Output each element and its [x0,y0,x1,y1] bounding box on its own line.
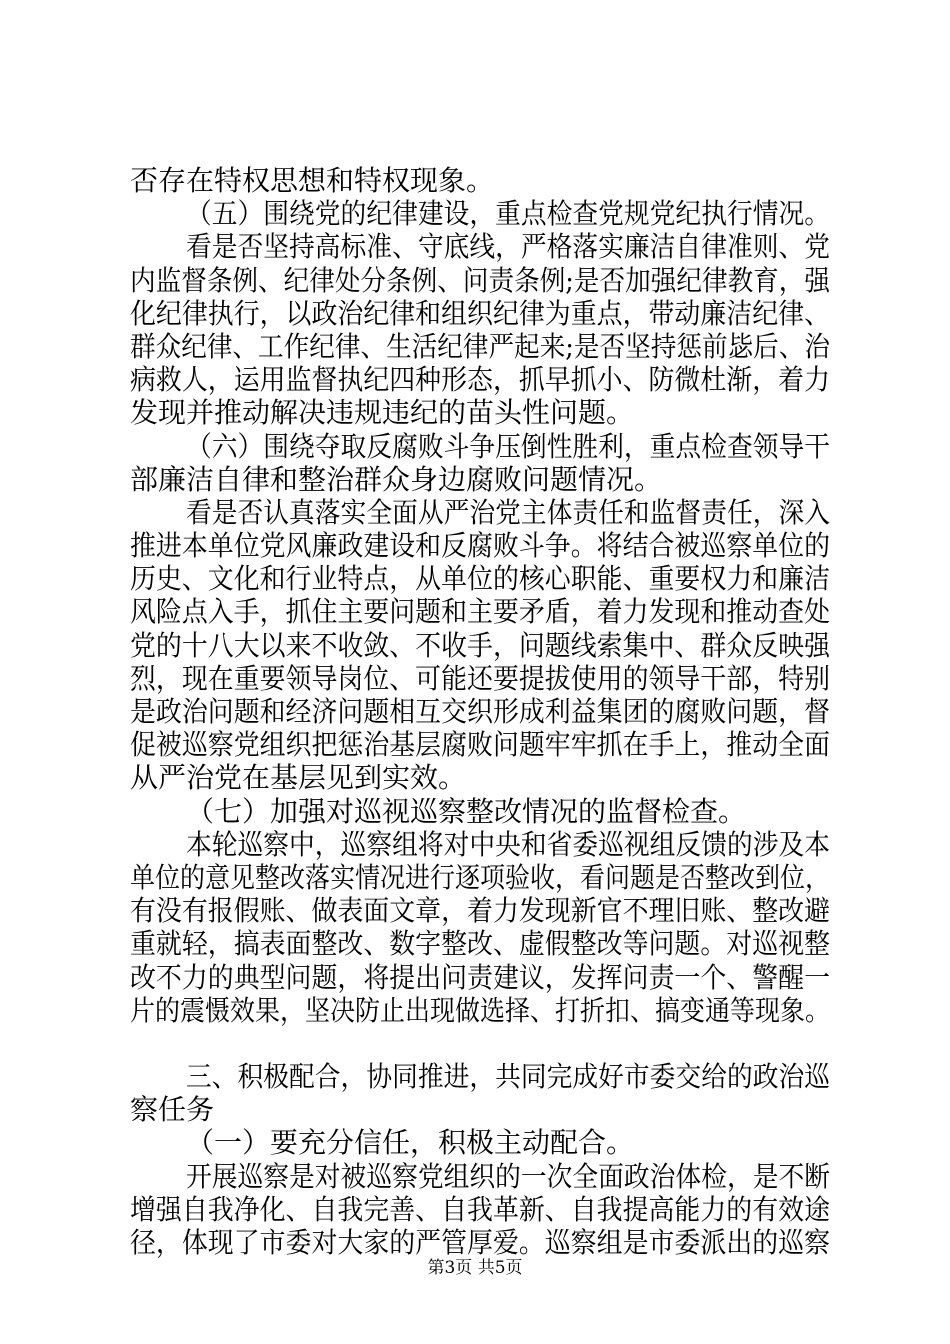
document-body [130,164,830,1259]
text-line: 片的震慑效果，坚决防止出现做选择、打折扣、搞变通等现象。 [130,993,830,1027]
text-line: 察任务 [130,1093,215,1127]
text-line: 风险点入手，抓住主要问题和主要矛盾，着力发现和推动查处 [130,595,830,629]
text-line: 促被巡察党组织把惩治基层腐败问题牢牢抓在手上，推动全面 [130,728,830,762]
text-line: 看是否坚持高标准、守底线，严格落实廉洁自律准则、党 [186,230,830,264]
text-line: 是政治问题和经济问题相互交织形成利益集团的腐败问题，督 [130,695,830,728]
paragraph [130,828,830,1027]
text-line: 历史、文化和行业特点，从单位的核心职能、重要权力和廉洁 [130,562,830,596]
paragraph [130,430,830,496]
text-line: （一）要充分信任，积极主动配合。 [186,1126,635,1160]
text-line: 有没有报假账、做表面文章，着力发现新官不理旧账、整改避 [130,894,830,928]
text-line: 增强自我净化、自我完善、自我革新、自我提高能力的有效途 [130,1192,830,1226]
paragraph [130,496,830,795]
page-number: 第3页 共5页 [427,1258,523,1278]
paragraph [130,1126,830,1159]
text-line: 推进本单位党风廉政建设和反腐败斗争。将结合被巡察单位的 [130,529,830,563]
text-line: 改不力的典型问题，将提出问责建议，发挥问责一个、警醒一 [130,960,830,994]
text-line: （六）围绕夺取反腐败斗争压倒性胜利，重点检查领导干 [186,429,830,463]
paragraph [130,1160,830,1260]
text-line: 重就轻，搞表面整改、数字整改、虚假整改等问题。对巡视整 [130,927,830,961]
text-line: 否存在特权思想和特权现象。 [130,164,495,197]
text-line: 党的十八大以来不收敛、不收手，问题线索集中、群众反映强 [130,628,830,662]
paragraph [130,795,830,828]
text-line: 径，体现了市委对大家的严管厚爱。巡察组是市委派出的巡察 [130,1226,830,1259]
text-line: 从严治党在基层见到实效。 [130,761,467,795]
text-line: 单位的意见整改落实情况进行逐项验收，看问题是否整改到位， [130,860,830,894]
paragraph [130,230,830,429]
text-line: 本轮巡察中，巡察组将对中央和省委巡视组反馈的涉及本 [186,827,830,861]
text-line: 群众纪律、工作纪律、生活纪律严起来;是否坚持惩前毖后、治 [130,329,830,363]
paragraph [130,164,830,197]
text-line: 烈，现在重要领导岗位、可能还要提拔使用的领导干部，特别 [130,661,830,695]
paragraph-gap [130,1027,830,1060]
text-line: 部廉洁自律和整治群众身边腐败问题情况。 [130,462,663,496]
paragraph [130,197,830,230]
text-line: 发现并推动解决违规违纪的苗头性问题。 [130,396,635,430]
text-line: 内监督条例、纪律处分条例、问责条例;是否加强纪律教育，强 [130,263,830,297]
text-line: 看是否认真落实全面从严治党主体责任和监督责任，深入 [186,495,830,529]
paragraph [130,1060,830,1126]
text-line: 化纪律执行，以政治纪律和组织纪律为重点，带动廉洁纪律、 [130,296,830,330]
text-line: （五）围绕党的纪律建设，重点检查党规党纪执行情况。 [186,197,830,231]
text-line: （七）加强对巡视巡察整改情况的监督检查。 [186,794,747,828]
text-line: 三、积极配合，协同推进，共同完成好市委交给的政治巡 [186,1060,830,1094]
text-line: 病救人，运用监督执纪四种形态，抓早抓小、防微杜渐，着力 [130,363,830,397]
text-line: 开展巡察是对被巡察党组织的一次全面政治体检，是不断 [186,1159,830,1193]
page-footer [0,1258,950,1278]
